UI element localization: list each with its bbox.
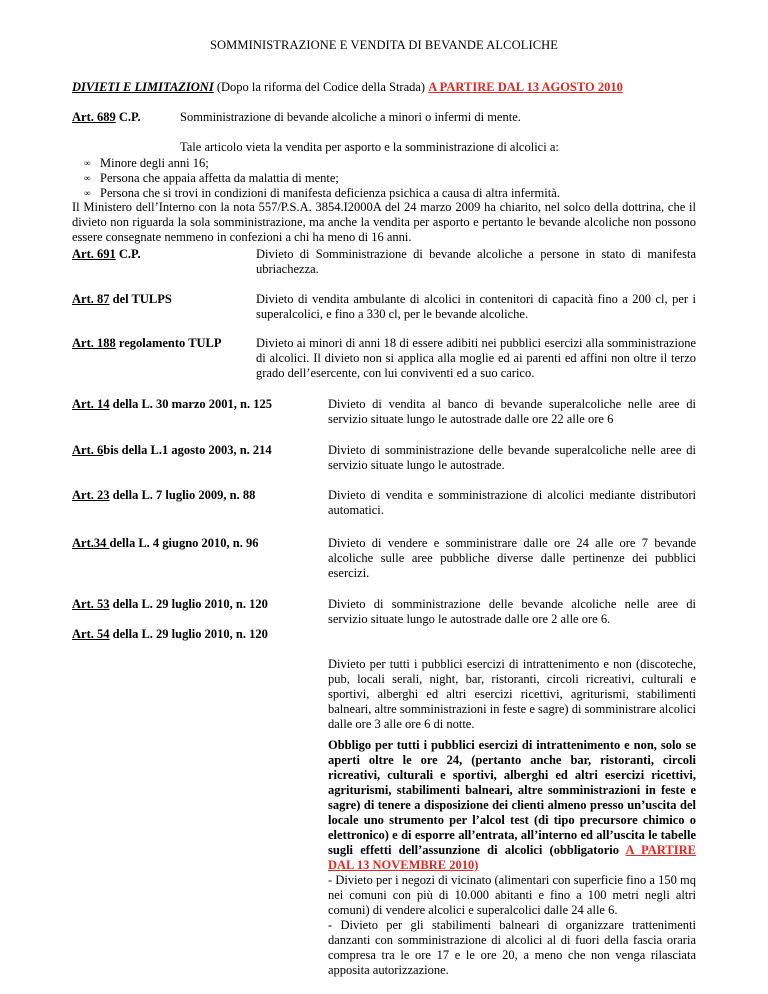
bullet-text: Persona che si trovi in condizioni di manifesta deficienza psichica a causa di altra infermità. xyxy=(100,186,560,200)
art691-link[interactable]: Art. 691 xyxy=(72,247,116,261)
art23-ref xyxy=(72,488,255,503)
list-item xyxy=(72,171,696,186)
art53-text: Divieto di somministrazione delle bevande alcoliche nelle aree di servizio situate lungo le autostrade dalle ore 2 alle ore 6. xyxy=(328,597,696,626)
art87-text: Divieto di vendita ambulante di alcolici in contenitori di capacità fino a 200 cl, per i superalcolici, e fino a 330 cl, per le bevande alcoliche. xyxy=(256,292,696,321)
art6bis-ref xyxy=(72,443,272,458)
ref-rest: della L. 29 luglio 2010, n. 120 xyxy=(109,597,268,611)
list-item xyxy=(72,186,696,201)
art188-ref xyxy=(72,336,222,351)
art6bis-link[interactable]: Art. 6 xyxy=(72,443,104,457)
art23-text: Divieto di vendita e somministrazione di alcolici mediante distributori automatici. xyxy=(328,488,696,517)
art188-text: Divieto ai minori di anni 18 di essere adibiti nei pubblici esercizi alla somministrazione di alcolici. Il divieto non si applica alla moglie ed ai parenti ed affini non oltre il terzo grado dell’esercente, con lui conviventi ed a suo carico. xyxy=(256,336,696,380)
art14-link[interactable]: Art. 14 xyxy=(72,397,110,411)
art689-intro: Tale articolo vieta la vendita per asporto e la somministrazione di alcolici a: xyxy=(180,140,559,154)
art14-text: Divieto di vendita al banco di bevande superalcoliche nelle aree di servizio situate lungo le autostrade dalle ore 22 alle ore 6 xyxy=(328,397,696,426)
list-item xyxy=(72,156,696,171)
infinity-bullet-icon: ∞ xyxy=(84,158,91,168)
ref-rest: bis della L.1 agosto 2003, n. 214 xyxy=(103,443,272,457)
obligation-text: Obbligo per tutti i pubblici esercizi di intrattenimento e non, solo se aperti oltre le ore 24, (pertanto anche bar, ristoranti, circoli ricreativi, culturali e sportivi, alberghi ed altri esercizi ricettivi, agriturismi, stabilimenti balneari, altre somministrazioni in feste e sagre) di tenere a disposizione dei clienti almeno presso un’uscita del locale uno strumento per l’alcol test (di tipo precursore chimico o elettronico) e di esporre all’entrata, all’interno ed all’uscita le tabelle sugli effetti dell’assunzione di alcolici (obbligatorio xyxy=(328,738,696,857)
ministry-paragraph: Il Ministero dell’Interno con la nota 557/P.S.A. 3854.I2000A del 24 marzo 2009 ha chiarito, nel solco della dottrina, che il divieto non riguarda la sola somministrazione, ma anche la vendita per asporto e pertanto le bevande alcoliche non possono essere consegnate nemmeno in confezioni a chi ha meno di 16 anni. xyxy=(72,200,696,244)
art54-link[interactable]: Art. 54 xyxy=(72,627,110,641)
ref-rest: della L. 7 luglio 2009, n. 88 xyxy=(109,488,256,502)
subtitle-note: (Dopo la riforma del Codice della Strada) xyxy=(213,80,429,94)
obligation-highlight: A PARTIRE DAL 13 NOVEMBRE 2010) xyxy=(328,843,696,872)
ref-rest: della L. 29 luglio 2010, n. 120 xyxy=(109,627,268,641)
art689-text: Somministrazione di bevande alcoliche a minori o infermi di mente. xyxy=(180,110,521,124)
art689-ref-rest: C.P. xyxy=(115,110,141,124)
art53-ref xyxy=(72,597,268,612)
bullet-text: Persona che appaia affetta da malattia di mente; xyxy=(100,171,339,185)
art54-text: Divieto per tutti i pubblici esercizi di intrattenimento e non (discoteche, pub, locali serali, night, bar, ristoranti, circoli ricreativi, culturali e sportivi, alberghi ed altri esercizi ricettivi, agriturismi, stabilimenti balneari, altre somministrazioni in feste e sagre) di somministrare alcolici dalle ore 3 alle ore 6 di notte. xyxy=(328,657,696,731)
art54-ref xyxy=(72,627,268,642)
art691-ref xyxy=(72,247,141,262)
obligation-block xyxy=(328,738,696,978)
subtitle-highlight: A PARTIRE DAL 13 AGOSTO 2010 xyxy=(428,80,623,94)
art689-ref xyxy=(72,110,141,125)
subtitle-heading: DIVIETI E LIMITAZIONI xyxy=(72,80,214,94)
document-title: SOMMINISTRAZIONE E VENDITA DI BEVANDE ALCOLICHE xyxy=(209,38,559,52)
art87-link[interactable]: Art. 87 xyxy=(72,292,110,306)
art23-link[interactable]: Art. 23 xyxy=(72,488,110,502)
balneari-item: - Divieto per gli stabilimenti balneari di organizzare trattenimenti danzanti con somministrazione di alcolici al di fuori della fascia oraria compresa tra le ore 17 e le ore 20, a meno che non venga rilasciata apposita autorizzazione. xyxy=(328,918,696,977)
ref-rest: del TULPS xyxy=(109,292,172,306)
ref-rest: della L. 30 marzo 2001, n. 125 xyxy=(109,397,272,411)
art34-link[interactable]: Art.34 xyxy=(72,536,110,550)
ref-rest: regolamento TULP xyxy=(115,336,222,350)
art53-link[interactable]: Art. 53 xyxy=(72,597,110,611)
infinity-bullet-icon: ∞ xyxy=(84,188,91,198)
subtitle xyxy=(72,80,623,95)
art691-text: Divieto di Somministrazione di bevande alcoliche a persone in stato di manifesta ubriachezza. xyxy=(256,247,696,276)
art87-ref xyxy=(72,292,172,307)
art689-bullets xyxy=(72,156,696,201)
bullet-text: Minore degli anni 16; xyxy=(100,156,209,170)
art34-text: Divieto di vendere e somministrare dalle ore 24 alle ore 7 bevande alcoliche sulle aree pubbliche diverse dalle pertinenze dei pubblici esercizi. xyxy=(328,536,696,580)
art689-link[interactable]: Art. 689 xyxy=(72,110,116,124)
art6bis-text: Divieto di somministrazione delle bevande superalcoliche nelle aree di servizio situate lungo le autostrade. xyxy=(328,443,696,472)
art188-link[interactable]: Art. 188 xyxy=(72,336,116,350)
vicinato-item: - Divieto per i negozi di vicinato (alimentari con superficie fino a 150 mq nei comuni con più di 10.000 abitanti e fino a 100 metri negli altri comuni) di vendere alcolici e superalcolici dalle 24 alle 6. xyxy=(328,873,696,917)
ref-rest: C.P. xyxy=(115,247,141,261)
art14-ref xyxy=(72,397,272,412)
ref-rest: della L. 4 giugno 2010, n. 96 xyxy=(109,536,259,550)
art34-ref xyxy=(72,536,259,551)
infinity-bullet-icon: ∞ xyxy=(84,173,91,183)
